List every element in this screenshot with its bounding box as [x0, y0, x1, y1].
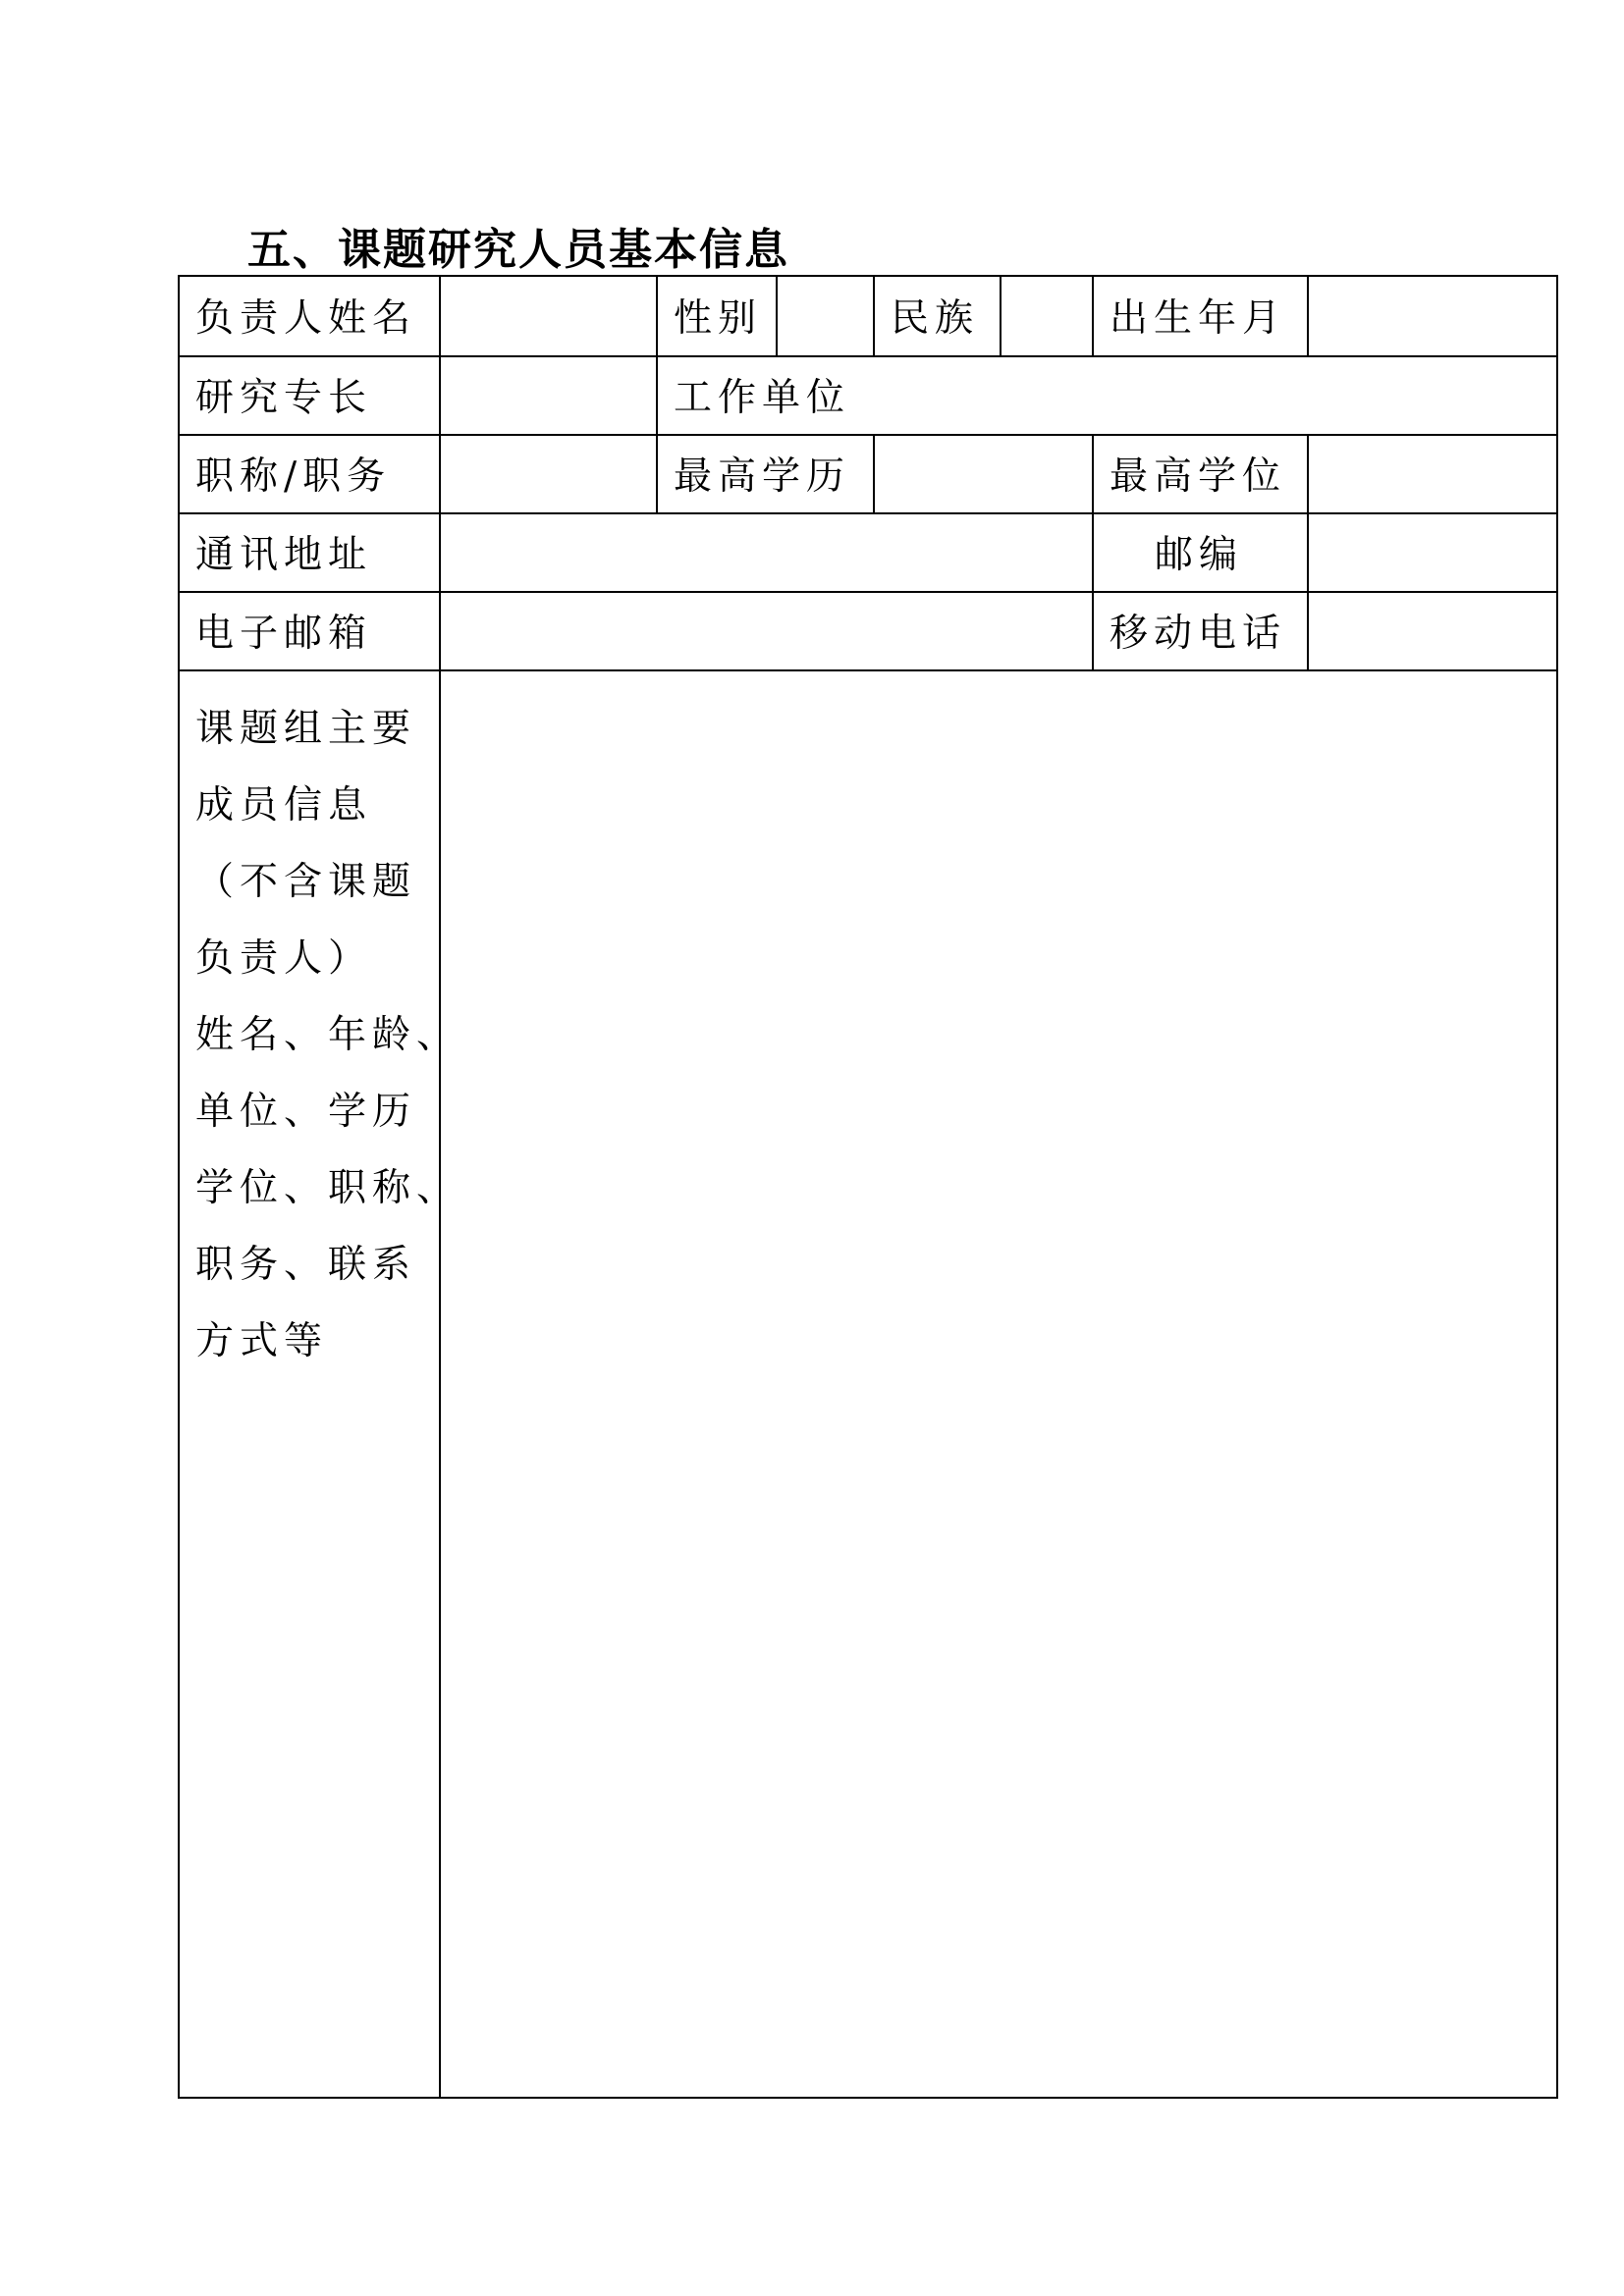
member-info-line: 姓名、年龄、: [195, 1013, 461, 1057]
birth-label: 出生年月: [1110, 296, 1287, 341]
mobile-label: 移动电话: [1110, 612, 1287, 656]
gender-field[interactable]: [778, 277, 873, 355]
birth-field[interactable]: [1309, 277, 1556, 355]
member-info-line: （不含课题: [195, 860, 417, 904]
member-info-line: 职务、联系: [195, 1243, 417, 1287]
member-info-line: 单位、学历: [195, 1090, 417, 1134]
address-label: 通讯地址: [195, 533, 373, 577]
leader-name-label: 负责人姓名: [195, 296, 417, 341]
postcode-field[interactable]: [1309, 514, 1556, 591]
mobile-field[interactable]: [1309, 593, 1556, 669]
education-label: 最高学历: [674, 454, 851, 499]
postcode-label: 邮编: [1155, 533, 1244, 577]
work-unit-label: 工作单位: [674, 376, 851, 420]
member-info-line: 课题组主要: [195, 707, 417, 751]
work-unit-field[interactable]: [875, 357, 1556, 434]
member-info-label: [195, 691, 460, 1380]
leader-name-field[interactable]: [441, 277, 656, 355]
member-info-line: 方式等: [195, 1319, 329, 1363]
specialty-field[interactable]: [441, 357, 656, 434]
email-label: 电子邮箱: [195, 612, 373, 656]
member-info-field[interactable]: [441, 671, 1556, 2097]
ethnicity-label: 民族: [891, 296, 980, 341]
address-field[interactable]: [441, 514, 1092, 591]
member-info-line: 成员信息: [195, 783, 373, 828]
specialty-label: 研究专长: [195, 376, 373, 420]
email-field[interactable]: [441, 593, 1092, 669]
title-position-label: 职称/职务: [195, 454, 392, 499]
member-info-line: 负责人）: [195, 936, 373, 981]
degree-field[interactable]: [1309, 436, 1556, 512]
member-info-line: 学位、职称、: [195, 1166, 461, 1210]
gender-label: 性别: [674, 296, 763, 341]
ethnicity-field[interactable]: [1001, 277, 1092, 355]
title-position-field[interactable]: [441, 436, 656, 512]
degree-label: 最高学位: [1110, 454, 1287, 499]
page-title: 五、课题研究人员基本信息: [247, 225, 789, 275]
education-field[interactable]: [875, 436, 1092, 512]
